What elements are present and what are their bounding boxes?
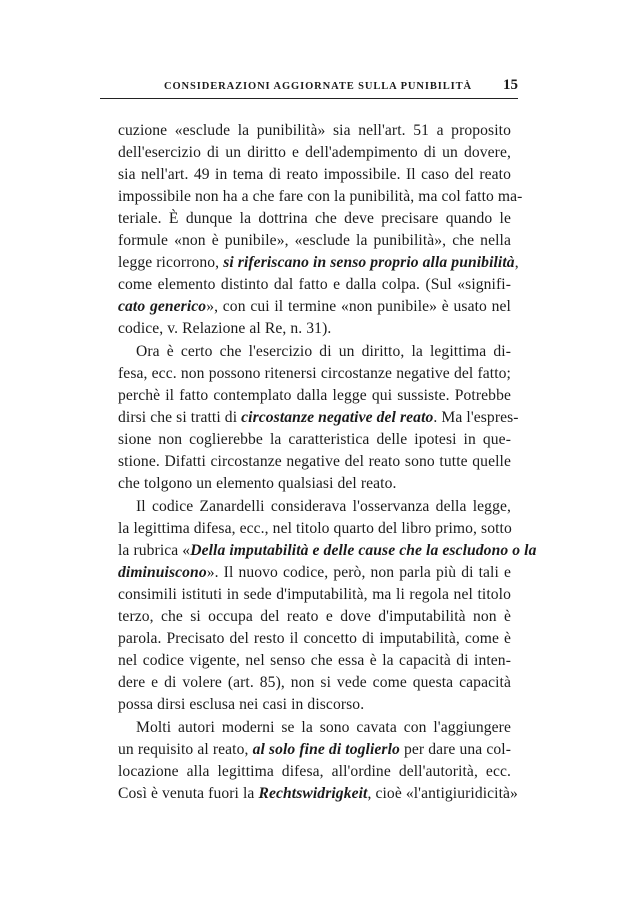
italic-phrase: cato generico [118, 298, 207, 315]
text-line: la legittima difesa, ecc., nel titolo quarto del libro primo, sotto [118, 520, 512, 537]
text-line: stione. Difatti circostanze negative del reato sono tutte quelle [118, 453, 511, 470]
text-line: Ora è certo che l'esercizio di un diritto, la legittima di- [136, 343, 511, 360]
italic-phrase: circostanze negative del reato [241, 409, 434, 426]
page-number: 15 [503, 77, 518, 93]
text-line: nel codice vigente, nel senso che essa è la capacità di inten- [118, 652, 511, 669]
italic-phrase: Rechtswidrigkeit [258, 785, 368, 802]
text-line: parola. Precisato del resto il concetto di imputabilità, come è [118, 630, 511, 647]
text-line: dell'esercizio di un diritto e dell'adempimento di un dovere, [118, 144, 511, 161]
text-line: cato generico», con cui il termine «non punibile» è usato nel [118, 298, 511, 315]
text-line: terzo, che si occupa del reato e dove d'imputabilità non è [118, 608, 511, 625]
text-line: perchè il fatto contemplato dalla legge qui sussiste. Potrebbe [118, 387, 511, 404]
text-line: locazione alla legittima difesa, all'ordine dell'autorità, ecc. [118, 763, 511, 780]
running-title: CONSIDERAZIONI AGGIORNATE SULLA PUNIBILITÀ [164, 81, 473, 92]
text-line: diminuiscono». Il nuovo codice, però, non parla più di tali e [118, 564, 511, 581]
text-line: fesa, ecc. non possono ritenersi circostanze negative del fatto; [118, 365, 511, 382]
text-line: codice, v. Relazione al Re, n. 31). [118, 320, 332, 337]
text-line: Molti autori moderni se la sono cavata con l'aggiungere [136, 719, 511, 736]
italic-phrase: al solo fine di toglierlo [252, 741, 400, 758]
text-line: possa dirsi esclusa nei casi in discorso. [118, 696, 365, 713]
text-line: consimili istituti in sede d'imputabilità, ma li regola nel titolo [118, 586, 511, 603]
text-line: dirsi che si tratti di circostanze negative del reato. Ma l'espres- [118, 409, 519, 426]
text-line: cuzione «esclude la punibilità» sia nell'art. 51 a proposito [118, 122, 511, 139]
text-line: Il codice Zanardelli considerava l'osservanza della legge, [136, 498, 511, 515]
text-line: dere e di volere (art. 85), non si vede come questa capacità [118, 674, 511, 691]
text-line: legge ricorrono, si riferiscano in senso proprio alla punibilità, [118, 254, 519, 271]
text-line: sia nell'art. 49 in tema di reato impossibile. Il caso del reato [118, 166, 511, 183]
text-line: che tolgono un elemento qualsiasi del reato. [118, 475, 397, 492]
text-line: come elemento distinto dal fatto e dalla colpa. (Sul «signifi- [118, 276, 511, 293]
italic-phrase: diminuiscono [118, 564, 207, 581]
italic-phrase: si riferiscano in senso proprio alla punibilità [223, 254, 515, 271]
running-header [100, 76, 518, 99]
text-line: sione non coglierebbe la caratteristica delle ipotesi in que- [118, 431, 511, 448]
text-line: impossibile non ha a che fare con la punibilità, ma col fatto ma- [118, 188, 523, 205]
text-line: Così è venuta fuori la Rechtswidrigkeit, cioè «l'antigiuridicità» [118, 785, 518, 802]
text-line: formule «non è punibile», «esclude la punibilità», che nella [118, 232, 511, 249]
italic-phrase: Della imputabilità e delle cause che la escludono o la [190, 542, 537, 559]
text-line: la rubrica «Della imputabilità e delle cause che la escludono o la [118, 542, 537, 559]
text-line: teriale. È dunque la dottrina che deve precisare quando le [118, 210, 511, 227]
text-line: un requisito al reato, al solo fine di toglierlo per dare una col- [118, 741, 511, 758]
